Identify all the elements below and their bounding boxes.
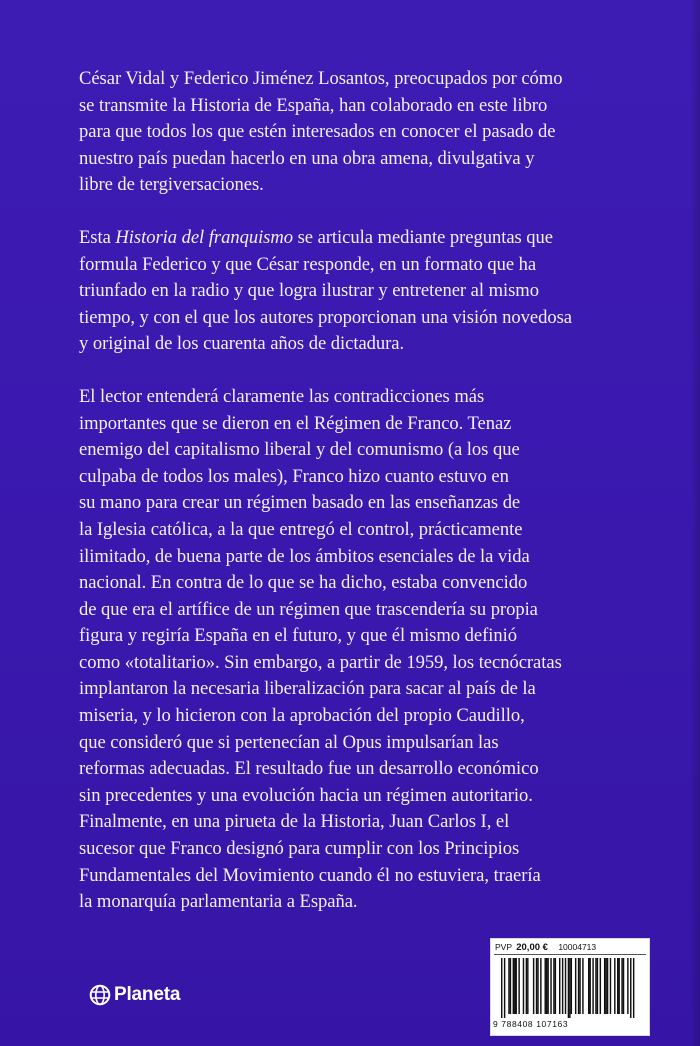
text-line: como «totalitario». Sin embargo, a partir de 1959, los tecnócratas (79, 651, 562, 673)
planeta-globe-icon (89, 984, 111, 1006)
text-line: tiempo, y con el que los autores proporcionan una visión novedosa (79, 306, 572, 328)
text-line: formula Federico y que César responde, en un formato que ha (79, 253, 537, 275)
text-line: nacional. En contra de lo que se ha dicho, estaba convencido (79, 572, 528, 594)
divider (494, 954, 646, 955)
product-code: 10004713 (558, 942, 597, 952)
text-line: importantes que se dieron en el Régimen de Franco. Tenaz (79, 412, 512, 434)
pvp-label: PVP (495, 942, 512, 952)
text-fragment: Esta (79, 226, 116, 248)
publisher-name: Planeta (114, 984, 181, 1005)
text-line: Fundamentales del Movimiento cuando él no estuviera, traería (79, 864, 541, 886)
text-line: la monarquía parlamentaria a España. (79, 891, 358, 913)
text-line: enemigo del capitalismo liberal y del comunismo (a los que (79, 439, 520, 461)
text-line: culpaba de todos los males), Franco hizo cuanto estuvo en (79, 465, 509, 487)
text-line: de que era el artífice de un régimen que trascendería su propia (79, 598, 538, 620)
price-value: 20,00 € (516, 942, 548, 953)
barcode-label (490, 938, 650, 1036)
text-line: sin precedentes y una evolución hacia un régimen autoritario. (79, 784, 533, 806)
text-line: reformas adecuadas. El resultado fue un desarrollo económico (79, 758, 539, 780)
book-title-italic: Historia del franquismo (115, 226, 293, 248)
blurb-paragraph-2 (79, 225, 639, 358)
text-line: triunfado en la radio y que logra ilustrar y entretener al mismo (79, 280, 539, 302)
text-line: y original de los cuarenta años de dictadura. (79, 333, 405, 355)
text-line: que consideró que si pertenecían al Opus impulsarían las (79, 731, 499, 753)
blurb-paragraph-3 (79, 384, 639, 916)
text-line: nuestro país puedan hacerlo en una obra amena, divulgativa y (79, 147, 535, 169)
text-line: la Iglesia católica, a la que entregó el control, prácticamente (79, 518, 523, 540)
text-line: ilimitado, de buena parte de los ámbitos esenciales de la vida (79, 545, 530, 567)
text-line: sucesor que Franco designó para cumplir con los Principios (79, 838, 520, 860)
barcode-icon (501, 958, 639, 1018)
text-line: El lector entenderá claramente las contradicciones más (79, 385, 485, 407)
text-line: para que todos los que estén interesados en conocer el pasado de (79, 121, 556, 143)
blurb-paragraph-1 (79, 66, 639, 199)
blurb-text (79, 66, 639, 942)
isbn-digits: 9 788408 107163 (493, 1019, 569, 1029)
text-line: César Vidal y Federico Jiménez Losantos, preocupados por cómo (79, 68, 563, 89)
text-line: implantaron la necesaria liberalización para sacar al país de la (79, 678, 536, 700)
text-line: se transmite la Historia de España, han colaborado en este libro (79, 94, 548, 116)
text-line: figura y regiría España en el futuro, y que él mismo definió (79, 625, 517, 647)
text-line (79, 225, 639, 252)
price-row (495, 942, 596, 953)
text-fragment: se articula mediante preguntas que (293, 226, 554, 248)
text-line: libre de tergiversaciones. (79, 174, 264, 196)
text-line: miseria, y lo hicieron con la aprobación del propio Caudillo, (79, 705, 525, 727)
text-line: Finalmente, en una pirueta de la Historia, Juan Carlos I, el (79, 811, 510, 833)
publisher-logo (89, 984, 180, 1006)
text-line: su mano para crear un régimen basado en las enseñanzas de (79, 492, 521, 514)
